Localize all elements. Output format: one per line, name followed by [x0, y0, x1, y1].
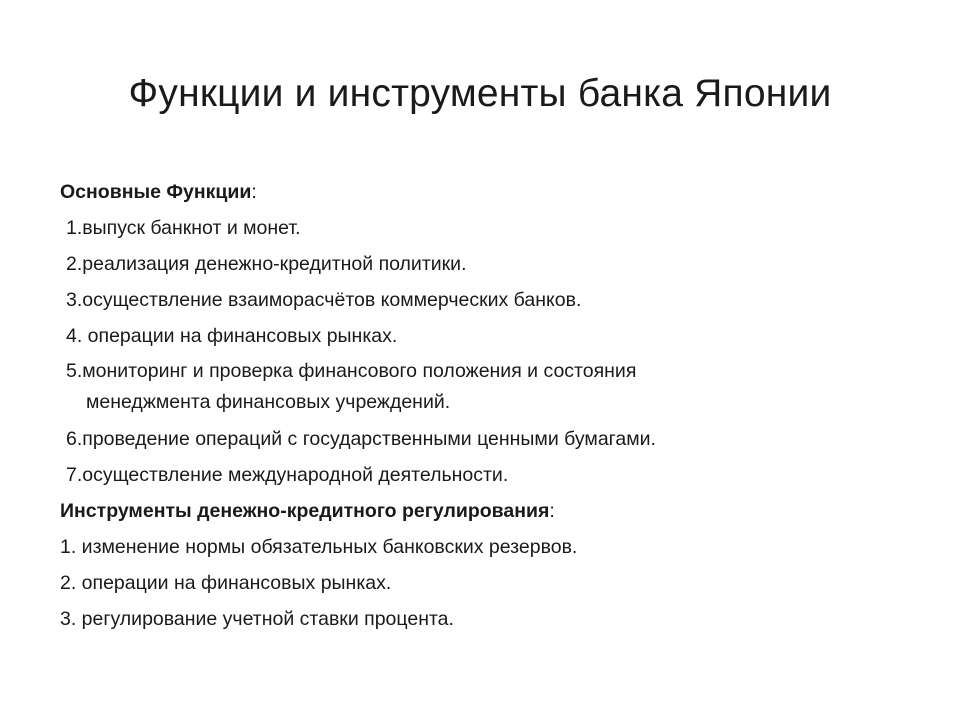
instruments-heading	[60, 493, 920, 529]
instruments-item-1: 1. изменение нормы обязательных банковских резервов.	[60, 536, 578, 558]
functions-item-5-line-1: 5.мониторинг и проверка финансового положения и состояния	[66, 360, 637, 382]
instruments-heading-colon: :	[549, 500, 555, 522]
functions-heading-colon: :	[251, 181, 257, 203]
slide-title: Функции и инструменты банка Японии	[128, 72, 832, 115]
functions-heading	[60, 174, 920, 210]
instruments-item-2: 2. операции на финансовых рынках.	[60, 572, 392, 594]
functions-item-5	[60, 354, 920, 421]
slide-content	[60, 174, 920, 637]
functions-item-5-line-2: менеджмента финансовых учреждений.	[86, 391, 451, 413]
functions-item-4: 4. операции на финансовых рынках.	[66, 325, 398, 347]
functions-item-6: 6.проведение операций с государственными ценными бумагами.	[66, 428, 656, 450]
instruments-heading-text: Инструменты денежно-кредитного регулирования	[60, 500, 550, 522]
instruments-item-3: 3. регулирование учетной ставки процента.	[60, 608, 454, 630]
functions-item-2: 2.реализация денежно-кредитной политики.	[66, 253, 467, 275]
functions-item-1: 1.выпуск банкнот и монет.	[66, 217, 301, 239]
functions-item-7: 7.осуществление международной деятельности.	[66, 464, 509, 486]
functions-item-3: 3.осуществление взаиморасчётов коммерческих банков.	[66, 289, 582, 311]
instruments-list	[60, 529, 920, 637]
functions-heading-text: Основные Функции	[60, 181, 252, 203]
functions-list	[60, 210, 920, 493]
